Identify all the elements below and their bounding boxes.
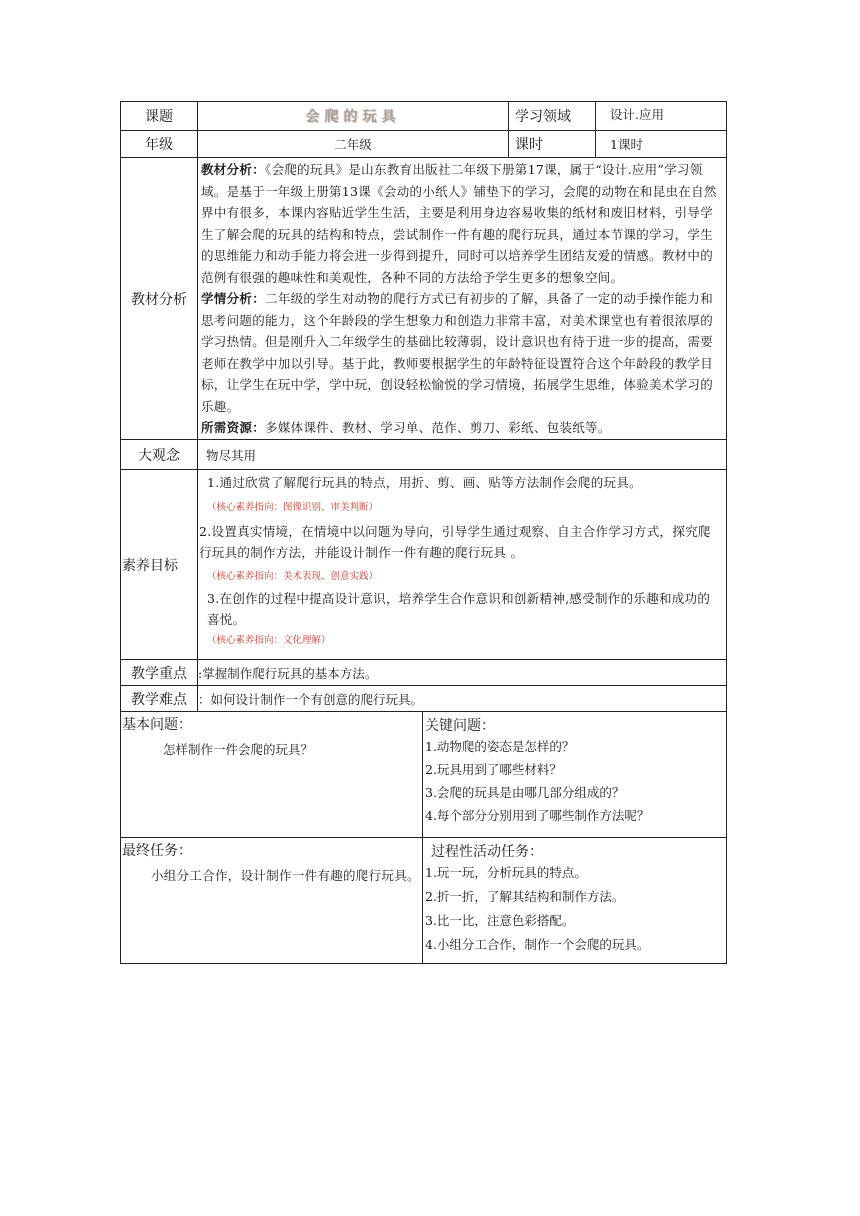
final-task-label: 最终任务： bbox=[122, 843, 192, 859]
resource-text: 多媒体课件、教材、学习单、范作、剪刀、彩纸、包装纸等。 bbox=[265, 420, 611, 435]
key-question-2: 2.玩具用到了哪些材料？ bbox=[425, 762, 562, 777]
basic-question-cell bbox=[121, 712, 423, 838]
questions-table bbox=[120, 711, 727, 964]
lesson-title: 会爬的玩具 bbox=[305, 109, 401, 125]
analysis-label: 教材分析 bbox=[121, 158, 198, 440]
big-idea-label: 大观念 bbox=[121, 440, 198, 470]
student-text: 二年级的学生对动物的爬行方式已有初步的了解，具备了一定的动手操作能力和思考问题的能力，这个年龄段的学生想象力和创造力非常丰富，对美术课堂也有着很浓厚的学习热情。但是刚升入二年级学生的基础比较薄弱，设计意识也有待于进一步的提高，需要老师在教学中加以引导。基于此，教师要根据学生的年龄特征设置符合这个年龄段的教学目标，让学生在玩中学，学中玩，创设轻松愉悦的学习情境，拓展学生思维，体验美术学习的乐趣。 bbox=[201, 291, 714, 414]
period-value: 1课时 bbox=[596, 131, 727, 158]
grade-label: 年级 bbox=[121, 131, 198, 158]
lesson-plan-sheet bbox=[120, 101, 726, 964]
analysis-content bbox=[198, 158, 727, 440]
key-question-3: 3.会爬的玩具是由哪几部分组成的？ bbox=[425, 785, 625, 800]
domain-value: 设计.应用 bbox=[596, 102, 727, 131]
key-question-4: 4.每个部分分别用到了哪些制作方法呢？ bbox=[425, 808, 650, 823]
key-questions-label: 关键问题： bbox=[425, 718, 495, 734]
goal-3: 3.在创作的过程中提高设计意识，培养学生合作意识和创新精神,感受制作的乐趣和成功的喜悦。 bbox=[207, 590, 711, 627]
goal-2: 2.设置真实情境，在情境中以问题为导向，引导学生通过观察、自主合作学习方式，探究爬行玩具的制作方法，并能设计制作一件有趣的爬行玩具 。 bbox=[199, 523, 711, 560]
period-label: 课时 bbox=[509, 131, 596, 158]
resource-heading: 所需资源： bbox=[201, 420, 266, 435]
process-task-1: 1.玩一玩，分析玩具的特点。 bbox=[425, 865, 587, 880]
goals-content bbox=[198, 470, 727, 660]
domain-label: 学习领域 bbox=[509, 102, 596, 131]
final-task-value: 小组分工合作，设计制作一件有趣的爬行玩具。 bbox=[151, 868, 420, 883]
difficulty-value: ：如何设计制作一个有创意的爬行玩具。 bbox=[198, 686, 727, 712]
process-task-4: 4.小组分工合作，制作一个会爬的玩具。 bbox=[425, 937, 650, 952]
lesson-label: 课题 bbox=[121, 102, 198, 131]
header-table bbox=[120, 101, 727, 158]
process-task-2: 2.折一折，了解其结构和制作方法。 bbox=[425, 889, 625, 904]
goal-3-note: （核心素养指向：文化理解） bbox=[207, 634, 331, 646]
process-tasks-label: 过程性活动任务： bbox=[431, 844, 543, 860]
difficulty-label: 教学难点 bbox=[121, 686, 198, 712]
key-point-value: :掌握制作爬行玩具的基本方法。 bbox=[198, 660, 727, 686]
key-point-label: 教学重点 bbox=[121, 660, 198, 686]
basic-question-label: 基本问题： bbox=[122, 717, 192, 733]
goal-2-note: （核心素养指向：美术表现、创意实践） bbox=[207, 570, 379, 582]
student-heading: 学情分析： bbox=[201, 291, 266, 306]
material-text: 《会爬的玩具》是山东教育出版社二年级下册第17课，属于“设计.应用”学习领域。是基于一年级上册第13课《会动的小纸人》铺垫下的学习，会爬的动物在和昆虫在自然界中有很多，本课内容贴近学生生活，主要是利用身边容易收集的纸材和废旧材料，引导学生了解会爬的玩具的结构和特点，尝试制作一件有趣的爬行玩具，通过本节课的学习，学生的思维能力和动手能力将会进一步得到提升，同时可以培养学生团结友爱的情感。教材中的范例有很强的趣味性和美观性，各种不同的方法给予学生更多的想象空间。 bbox=[201, 162, 717, 285]
basic-question-value: 怎样制作一件会爬的玩具？ bbox=[163, 742, 314, 757]
process-task-3: 3.比一比，注意色彩搭配。 bbox=[425, 913, 575, 928]
goal-1-note: （核心素养指向：图像识别、审美判断） bbox=[207, 501, 379, 513]
final-task-cell bbox=[121, 838, 423, 964]
grade-value: 二年级 bbox=[198, 131, 509, 158]
process-tasks-cell bbox=[423, 838, 727, 964]
key-questions-cell bbox=[423, 712, 727, 838]
big-idea-value: 物尽其用 bbox=[198, 440, 727, 470]
content-table bbox=[120, 157, 727, 712]
goal-1: 1.通过欣赏了解爬行玩具的特点，用折、剪、画、贴等方法制作会爬的玩具。 bbox=[207, 475, 642, 490]
material-heading: 教材分析： bbox=[201, 162, 266, 177]
goals-label: 素养目标 bbox=[121, 470, 198, 660]
key-question-1: 1.动物爬的姿态是怎样的？ bbox=[425, 739, 575, 754]
